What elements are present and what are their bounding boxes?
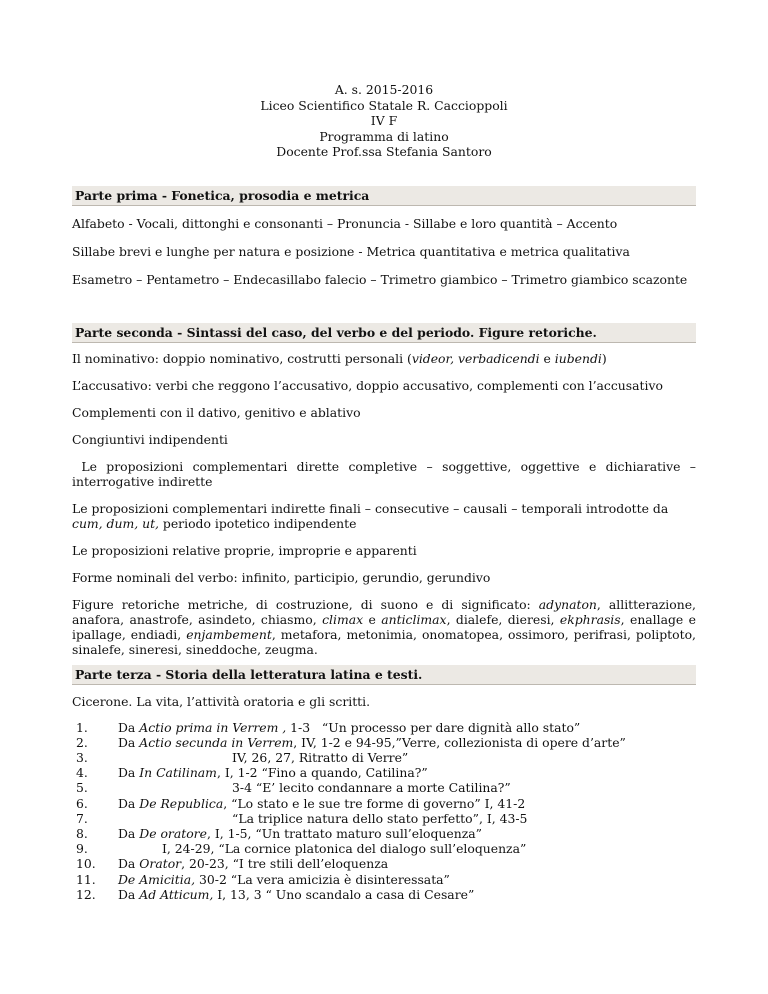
list-number: 5. xyxy=(76,780,88,796)
program-title: Programma di latino xyxy=(319,128,449,144)
italic-text: cum, dum, ut, xyxy=(72,515,159,531)
section-heading-part1: Parte prima - Fonetica, prosodia e metrica xyxy=(72,186,696,206)
text-span: , I, 1-2 “Fino a quando, Catilina?” xyxy=(216,765,428,781)
italic-text: ekphrasis xyxy=(559,611,621,627)
paragraph: Congiuntivi indipendenti xyxy=(72,431,228,447)
list-item xyxy=(72,735,696,750)
italic-text: Ad Atticum, xyxy=(139,886,214,902)
text-span: , metafora, metonimia, onomatopea, ossimoro, perifrasi, poliptoto, sinalefe, sineresi, sineddoche, zeugma. xyxy=(72,626,696,657)
list-item xyxy=(72,841,696,856)
list-item xyxy=(72,887,696,902)
school-year: A. s. 2015-2016 xyxy=(334,82,434,97)
text-span: , allitterazione, anafora, anastrofe, asindeto, chiasmo, xyxy=(72,596,696,627)
text-span: ) xyxy=(601,350,607,366)
list-number: 2. xyxy=(76,734,88,750)
text-span: , 20-23, “I tre stili dell’eloquenza xyxy=(181,856,389,872)
text-span: , enallage e ipallage, endiadi, xyxy=(72,611,696,642)
list-item xyxy=(72,872,696,887)
text-span: 1-3 “Un processo per dare dignità allo stato” xyxy=(286,719,581,735)
italic-text: climax xyxy=(322,611,364,627)
paragraph xyxy=(72,501,696,531)
list-number: 12. xyxy=(76,886,96,902)
italic-text: videor, verbadicendi xyxy=(411,350,540,366)
text-span: Da xyxy=(118,856,140,872)
text-span: , IV, 1-2 e 94-95,”Verre, collezionista di opere d’arte” xyxy=(293,734,626,750)
list-number: 3. xyxy=(76,749,88,765)
list-number: 6. xyxy=(76,795,88,811)
paragraph: L’accusativo: verbi che reggono l’accusativo, doppio accusativo, complementi con l’accusativo xyxy=(72,377,663,393)
list-number: 1. xyxy=(76,719,88,735)
text-list xyxy=(72,720,696,902)
italic-text: De oratore xyxy=(139,825,207,841)
list-number: 7. xyxy=(76,810,88,826)
list-item xyxy=(72,796,696,811)
text-span: 3-4 “E’ lecito condannare a morte Catilina?” xyxy=(232,780,511,796)
paragraph xyxy=(72,597,696,657)
text-span: , “Lo stato e le sue tre forme di governo” I, 41-2 xyxy=(223,795,526,811)
italic-text: De Republica xyxy=(139,795,224,811)
teacher-name: Docente Prof.ssa Stefania Santoro xyxy=(276,144,492,159)
section-heading-part2: Parte seconda - Sintassi del caso, del verbo e del periodo. Figure retoriche. xyxy=(72,323,696,343)
list-number: 4. xyxy=(76,765,88,781)
text-span: e xyxy=(539,350,555,366)
list-item xyxy=(72,826,696,841)
paragraph: Le proposizioni complementari dirette completive – soggettive, oggettive e dichiarative –interrogative indirette xyxy=(72,458,696,489)
text-span: 30-2 “La vera amicizia è disinteressata” xyxy=(195,871,450,887)
text-span: I, 24-29, “La cornice platonica del dialogo sull’eloquenza” xyxy=(162,841,527,857)
list-item xyxy=(72,811,696,826)
list-number: 10. xyxy=(76,856,96,872)
text-span: , dialefe, dieresi, xyxy=(446,611,560,627)
text-span: Da xyxy=(118,765,140,781)
list-item xyxy=(72,750,696,765)
list-item xyxy=(72,780,696,795)
class-name: IV F xyxy=(370,113,398,128)
paragraph: Le proposizioni relative proprie, improprie e apparenti xyxy=(72,542,417,558)
paragraph: Cicerone. La vita, l’attività oratoria e gli scritti. xyxy=(72,693,371,709)
text-span: Le proposizioni complementari indirette finali – consecutive – causali – temporali introdotte da xyxy=(72,500,669,516)
text-span: e xyxy=(363,611,382,627)
text-span: Da xyxy=(118,795,140,811)
document-page xyxy=(72,82,696,902)
list-item xyxy=(72,856,696,871)
paragraph: Esametro – Pentametro – Endecasillabo falecio – Trimetro giambico – Trimetro giambico scazonte xyxy=(72,271,688,287)
list-number: 11. xyxy=(76,871,96,887)
list-item xyxy=(72,720,696,735)
text-span: Da xyxy=(118,719,140,735)
text-span: , I, 1-5, “Un trattato maturo sull’eloquenza” xyxy=(206,825,482,841)
text-span: “La triplice natura dello stato perfetto”, I, 43-5 xyxy=(232,810,528,826)
italic-text: Orator xyxy=(139,856,182,872)
italic-text: anticlimax xyxy=(381,611,447,627)
text-span: Da xyxy=(118,825,140,841)
paragraph: Sillabe brevi e lunghe per natura e posizione - Metrica quantitativa e metrica qualitativa xyxy=(72,243,630,259)
section-heading-part3: Parte terza - Storia della letteratura latina e testi. xyxy=(72,665,696,685)
paragraph: Forme nominali del verbo: infinito, participio, gerundio, gerundivo xyxy=(72,569,491,585)
paragraph: Alfabeto - Vocali, dittonghi e consonanti – Pronuncia - Sillabe e loro quantità – Accento xyxy=(72,215,618,231)
italic-text: enjambement xyxy=(186,626,272,642)
text-span: Il nominativo: doppio nominativo, costrutti personali ( xyxy=(72,350,412,366)
italic-text: Actio secunda in Verrem xyxy=(139,734,294,750)
italic-text: Actio prima in Verrem , xyxy=(139,719,287,735)
paragraph xyxy=(72,351,696,366)
list-item xyxy=(72,765,696,780)
text-span: Da xyxy=(118,886,140,902)
text-span: periodo ipotetico indipendente xyxy=(158,515,357,531)
italic-text: In Catilinam xyxy=(139,765,217,781)
italic-text: De Amicitia, xyxy=(118,871,196,887)
text-span: Da xyxy=(118,734,140,750)
paragraph: Complementi con il dativo, genitivo e ablativo xyxy=(72,404,361,420)
text-span: Figure retoriche metriche, di costruzione, di suono e di significato: xyxy=(72,596,539,612)
italic-text: iubendi xyxy=(554,350,602,366)
italic-text: adynaton xyxy=(538,596,597,612)
text-span: IV, 26, 27, Ritratto di Verre” xyxy=(232,749,409,765)
document-header xyxy=(72,82,696,160)
list-number: 8. xyxy=(76,825,88,841)
list-number: 9. xyxy=(76,841,88,857)
text-span: I, 13, 3 “ Uno scandalo a casa di Cesare” xyxy=(213,886,475,902)
school-name: Liceo Scientifico Statale R. Caccioppoli xyxy=(260,97,508,113)
